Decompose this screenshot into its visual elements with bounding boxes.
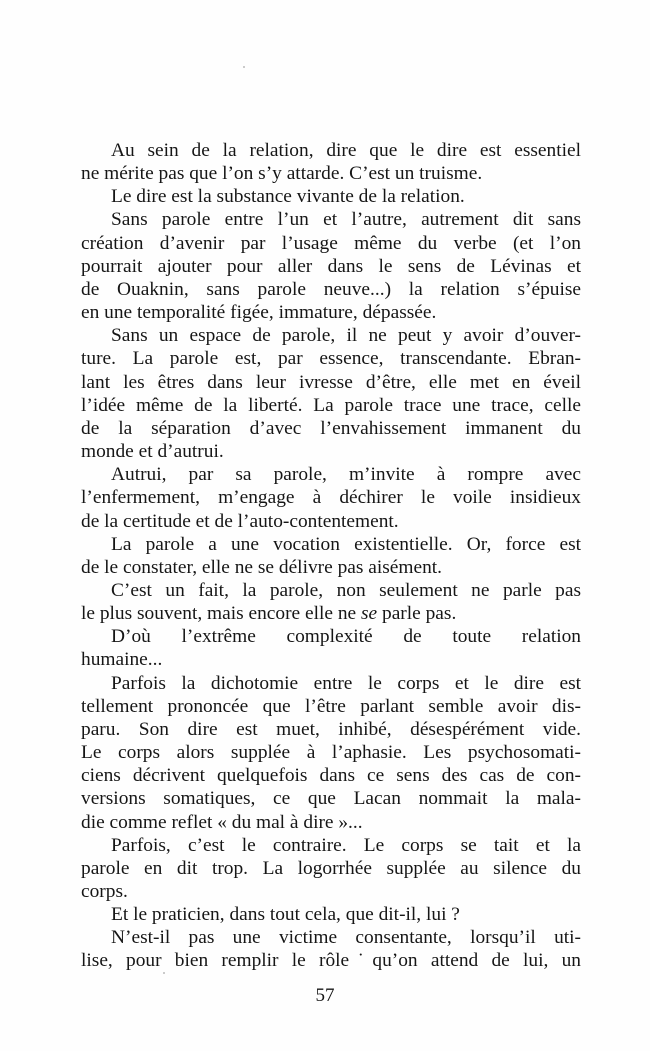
paragraph <box>81 926 581 972</box>
text-line: La parole a une vocation existentielle. Or, force est <box>111 533 581 555</box>
paragraph <box>81 185 581 208</box>
paragraph <box>81 834 581 903</box>
text-line: l’enfermement, m’engage à déchirer le voile insidieux <box>81 487 581 509</box>
paragraph <box>81 463 581 532</box>
paragraph <box>81 672 581 834</box>
paragraph <box>81 533 581 579</box>
text-line: Autrui, par sa parole, m’invite à rompre avec <box>111 464 581 486</box>
text-line: parole en dit trop. La logorrhée supplée au silence du <box>81 857 581 879</box>
text-line: l’idée même de la liberté. La parole trace une trace, celle <box>81 394 581 416</box>
text-line: ne mérite pas que l’on s’y attarde. C’est un truisme. <box>81 163 483 185</box>
paragraph <box>81 208 581 324</box>
text-line: Au sein de la relation, dire que le dire est essentiel <box>111 140 581 161</box>
text-line: humaine... <box>81 649 163 671</box>
text-line: le plus souvent, mais encore elle ne se parle pas. <box>81 603 457 625</box>
text-line: de la séparation d’avec l’envahissement immanent du <box>81 417 581 439</box>
text-line: Le corps alors supplée à l’aphasie. Les psychosomati- <box>81 742 581 764</box>
text-line: tellement prononcée que l’être parlant semble avoir dis- <box>81 695 581 717</box>
text-line: Et le praticien, dans tout cela, que dit-il, lui ? <box>111 904 460 926</box>
text-line: Parfois, c’est le contraire. Le corps se tait et la <box>111 834 581 856</box>
text-line: lant les êtres dans leur ivresse d’être, elle met en éveil <box>81 371 581 393</box>
text-line: monde et d’autrui. <box>81 441 224 463</box>
text-line: en une temporalité figée, immature, dépassée. <box>81 302 437 324</box>
emphasis: se <box>361 603 378 625</box>
text-line: C’est un fait, la parole, non seulement ne parle pas <box>111 579 581 601</box>
text-line: corps. <box>81 881 128 902</box>
text-line: die comme reflet « du mal à dire »... <box>81 811 363 833</box>
text-line: Le dire est la substance vivante de la relation. <box>111 186 465 208</box>
text-line: D’où l’extrême complexité de toute relation <box>111 626 581 648</box>
text-line: ciens décrivent quelquefois dans ce sens des cas de con- <box>81 765 581 787</box>
text-line: Parfois la dichotomie entre le corps et le dire est <box>111 672 581 694</box>
text-line: de la certitude et de l’auto-contentement. <box>81 510 399 532</box>
paragraph <box>81 579 581 625</box>
text-line: de Ouaknin, sans parole neuve...) la relation s’épuise <box>81 278 581 300</box>
paragraph <box>81 139 581 185</box>
text-line: création d’avenir par l’usage même du verbe (et l’on <box>81 232 581 254</box>
text-line: pourrait ajouter pour aller dans le sens de Lévinas et <box>81 255 581 277</box>
text-line: lise, pour bien remplir le rôle˙qu’on attend de lui, un <box>81 950 581 972</box>
page-number: 57 <box>315 985 335 1006</box>
text-line: N’est-il pas une victime consentante, lorsqu’il uti- <box>111 927 581 949</box>
paragraph <box>81 324 581 463</box>
text-tail: parle pas. <box>377 603 457 625</box>
paragraph <box>81 625 581 671</box>
text-line: Sans un espace de parole, il ne peut y avoir d’ouver- <box>111 325 581 347</box>
paragraph <box>81 903 581 926</box>
paper-speck <box>243 66 245 68</box>
text-line: paru. Son dire est muet, inhibé, désespérément vide. <box>81 718 581 740</box>
text-line: de le constater, elle ne se délivre pas aisément. <box>81 556 443 578</box>
text-line: versions somatiques, ce que Lacan nommait la mala- <box>81 788 581 810</box>
text-line: Sans parole entre l’un et l’autre, autrement dit sans <box>111 209 581 231</box>
body-text <box>81 139 581 973</box>
text-line: ture. La parole est, par essence, transcendante. Ebran- <box>81 348 581 370</box>
